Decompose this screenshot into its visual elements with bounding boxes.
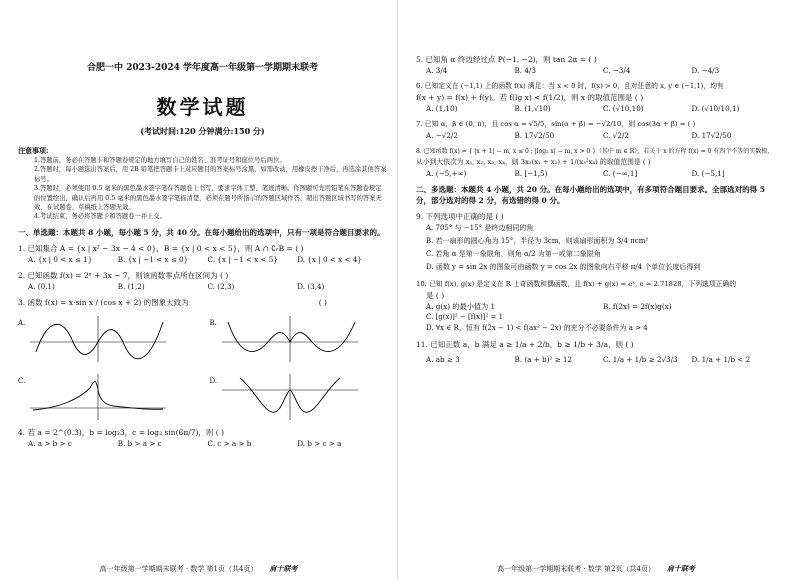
option: D. b > c > a [297, 439, 342, 449]
option: D. ∀x ∈ R，恒有 f(2x − 1) < f(ax² − 2x) 的充分不必要条件为 a > 4 [426, 324, 648, 332]
option: D. (√10/10,1) [691, 104, 740, 113]
option: A. (−5,+∞) [426, 169, 467, 178]
note-item: 1.答题前，务必在答题卡和答题卷规定的地方填写自己的姓名、准考证号和座位号后两位。 [34, 157, 286, 164]
option: C. 若角 α 是第一象限角，则角 α/2 为第一或第二象限角 [426, 250, 601, 258]
option: C. [g(x)]² − [f(x)]² = 1 [426, 313, 504, 321]
page-title: 数学试题 [156, 95, 249, 119]
option: C. √2/2 [603, 131, 629, 140]
graph-c-plot [18, 370, 168, 422]
question-10: 10. 已知 f(x), g(x) 是定义在 R 上奇函数和偶函数，且 f(x) + g(x) = eˣ, e ≈ 2.71828，下列选项正确的 是 ( ) A. g(x) 的最小值为 1 B. f(2x) = 2f(x)g(x) C. [g(x)]² − [f(x)]² = 1 D. ∀x ∈ R，恒有 f(2x − 1) < f(ax² − 2x) 的充分不必要条件为 a > 4 [416, 279, 780, 334]
logo: 肩十联考 [269, 564, 298, 573]
option: B. (a + b)² ≥ 12 [514, 355, 573, 364]
exam-header: 合肥一中 2023-2024 学年度高一年级第一学期期末联考 [86, 63, 319, 73]
option: A. ab ≥ 3 [426, 355, 460, 364]
option: D. 17√2/50 [691, 131, 732, 140]
section-multi-choice: 二、多选题：本题共 4 小题，共 20 分。在每小题给出的选项中，有多项符合题目要求。全部选对的得 5 分，部分选对的得 2 分，有选错的得 0 分。 [416, 185, 765, 205]
option: C. (−∞,1] [603, 169, 638, 178]
notes [18, 156, 387, 222]
option: B. b > a > c [117, 439, 162, 449]
footer: 高一年级第一学期期末联考 · 数学 第1页（共4页） 肩十联考 [99, 564, 298, 573]
question-6: 6. 已知定义在 (−1,1) 上的函数 f(x) 满足：当 x < 0 时，f(x) > 0，且对任意的 x, y ∈ (−1,1)，均有 f(x + y) = f(x) + f(y)。若 f(lg x) < f(1/2)，则 x 的取值范围是 ( ) A. (1,10) B. (1,√10) C. (√10,10) D. (√10/10,1) [416, 81, 780, 114]
graph-options [18, 312, 387, 422]
option: D. −4/3 [691, 66, 720, 75]
option: C. c > a > b [207, 439, 252, 449]
option: B. (1,√10) [514, 104, 551, 113]
option: C. −3/4 [603, 66, 631, 75]
question-8: 8. 已知函数 f(x) = { |x + 1| − m, x ≤ 0 ; |log₂ x| − m, x > 0 }（其中 m ∈ R），若关于 x 的方程 f(x) = 0 有四个不等的实数根， 从小到大依次为 x₁, x₂, x₃, x₄，则 3x₃(x₁ + x₂) + 1/(x₃²x₄) 的取值范围是 ( ) A. (−5,+∞) B. [−1,5) C. (−∞,1] D. (−5,1] [416, 146, 780, 179]
note-item: 3.答题时，必须使用 0.5 毫米的黑色墨水签字笔在答题卷上书写，要求字体工整、笔迹清晰。作图题可先用铅笔在答题卷规定的位置绘出，确认后再用 0.5 毫米的黑色墨水签字笔描清楚，必须在题号所指示的答题区域作答，超出答题区域书写的答案无效，在试题卷、草稿纸上答题无效。 [34, 185, 382, 212]
question-11: 11. 已知正数 a，b 满足 a ≥ 1/a + 2/b，b ≥ 1/b + 3/a，则 ( ) A. ab ≥ 3 B. (a + b)² ≥ 12 C. 1/a + 1/b ≥ 2√3/3 D. 1/a + 1/b < 2 [416, 339, 780, 365]
graph-d: D. [210, 370, 388, 422]
graph-a-plot [18, 312, 168, 364]
option: A. g(x) 的最小值为 1 [426, 302, 496, 311]
option: A. 3/4 [426, 66, 448, 75]
graph-d-plot [210, 370, 360, 422]
option: A. (0,1) [28, 282, 55, 292]
option: D. (3,4) [297, 282, 325, 292]
option: A. 705° 与 −15° 是终边相同的角 [426, 224, 534, 232]
question-9: 9. 下列选项中正确的是 ( ) A. 705° 与 −15° 是终边相同的角 B. 若一扇形的圆心角为 15°，半径为 3cm，则该扇形面积为 3/4 πcm² C. 若角 α 是第一象限角，则角 α/2 为第一或第二象限角 D. 函数 y = sin 2x 的图象可由函数 y = cos 2x 的图象向右平移 π/4 个单位长度后得到 [416, 211, 780, 274]
option: B. 17√2/50 [514, 131, 555, 140]
option: C. 1/a + 1/b ≥ 2√3/3 [603, 355, 678, 364]
notes-title: 注意事项: [18, 146, 49, 155]
graph-b: B. [210, 312, 388, 364]
option: B. [−1,5) [514, 169, 548, 178]
option: B. {x | −1 < x ≤ 0} [117, 255, 189, 265]
option: D. {x | 0 < x < 4} [297, 255, 362, 265]
question-4: 4. 若 a = 2^(0.3)，b = log₂3，c = log₂ sin(6π/7)，则 ( ) A. a > b > c B. b > a > c C. c > a > b D. b > c > a [18, 427, 387, 449]
option: D. (−5,1] [691, 169, 725, 178]
logo: 肩十联考 [666, 564, 695, 573]
graph-b-plot [210, 312, 360, 364]
option: D. 函数 y = sin 2x 的图象可由函数 y = cos 2x 的图象向右平移 π/4 个单位长度后得到 [426, 263, 701, 271]
option: A. (1,10) [426, 104, 458, 113]
option: B. 4/3 [514, 66, 536, 75]
note-item: 2.答题时，每小题选出答案后，用 2B 铅笔把答题卡上对应题目的答案标号涂黑，如需改动，用橡皮擦干净后，再选涂其他答案标号。 [34, 166, 387, 183]
exam-info: (考试时间:120 分钟满分:150 分) [140, 126, 265, 136]
question-1: 1. 已知集合 A = {x | x² − 3x − 4 < 0}，B = {x | 0 < x < 5}，则 A ∩ ∁ᵣB = ( ) A. {x | 0 < x ≤ 1} B. {x | −1 < x ≤ 0} C. {x | −1 < x < 5} D. {x | 0 < x < 4} [18, 243, 387, 265]
graph-a: A. [18, 312, 196, 364]
option: A. a > b > c [28, 439, 72, 449]
option: C. (2,3) [207, 282, 235, 292]
option: B. (1,2) [117, 282, 145, 292]
option: C. (√10,10) [603, 104, 644, 113]
question-5: 5. 已知角 α 终边经过点 P(−1, −2)，则 tan 2α = ( ) A. 3/4 B. 4/3 C. −3/4 D. −4/3 [416, 54, 780, 76]
graph-c: C. [18, 370, 196, 422]
option: A. {x | 0 < x ≤ 1} [28, 255, 93, 265]
question-2: 2. 已知函数 f(x) = 2ˣ + 3x − 7，则该函数零点所在区间为 ( ) A. (0,1) B. (1,2) C. (2,3) D. (3,4) [18, 270, 387, 292]
option: B. f(2x) = 2f(x)g(x) [603, 302, 672, 311]
option: C. {x | −1 < x < 5} [207, 255, 278, 265]
option: B. 若一扇形的圆心角为 15°，半径为 3cm，则该扇形面积为 3/4 πcm² [426, 237, 649, 245]
option: A. −√2/2 [426, 131, 458, 140]
section-single-choice: 一、单选题：本题共 8 小题，每小题 5 分，共 40 分。在每小题给出的选项中，只有一项是符合题目要求的。 [18, 227, 385, 237]
note-item: 4.考试结束，务必将答题卡和答题卷一并上交。 [34, 213, 166, 221]
right-page [397, 0, 794, 580]
question-3: 3. 函数 f(x) = x·sin x / (cos x + 2) 的图象大致为 ( ) A. B. C. D. [18, 297, 387, 422]
footer: 高一年级第一学期期末联考 · 数学 第2页（共4页） 肩十联考 [497, 564, 695, 573]
option: D. 1/a + 1/b < 2 [691, 355, 751, 364]
question-7: 7. 已知 α，β ∈ (0, π)，且 cos α = √5/5，sin(α + β) = −√2/10，则 cos(3α + β) = ( ) A. −√2/2 B. 17√2/50 C. √2/2 D. 17√2/50 [416, 119, 780, 141]
